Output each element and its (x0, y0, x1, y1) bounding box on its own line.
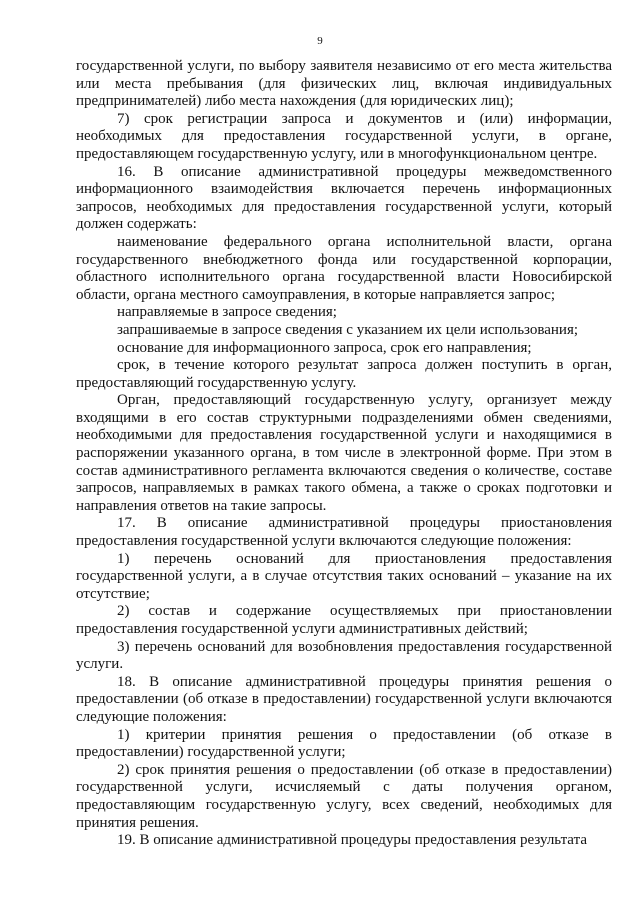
page-number: 9 (317, 35, 323, 47)
paragraph-section-17: 17. В описание административной процедуры приостановления предоставления государственной услуги включаются следующие положения: (76, 515, 612, 550)
paragraph-item-2: 2) состав и содержание осуществляемых при приостановлении предоставления государственной услуги административных действий; (76, 603, 612, 637)
paragraph-section-19: 19. В описание административной процедуры предоставления результата (117, 832, 587, 849)
paragraph-item-1: 1) критерии принятия решения о предоставлении (об отказе в предоставлении) государственной услуги; (76, 726, 612, 761)
paragraph-section-16: 16. В описание административной процедуры межведомственного информационного взаимодействия включается перечень информационных запросов, необходимых для предоставления государственной услуги, который должен содержать: (76, 163, 612, 233)
paragraph-list-item: основание для информационного запроса, срок его направления; (117, 339, 532, 356)
paragraph-item-7: 7) срок регистрации запроса и документов и (или) информации, необходимых для предоставления государственной услуги, в органе, предоставляющем государственную услугу, или в многофункциональном центре. (76, 110, 612, 162)
paragraph-item-1: 1) перечень оснований для приостановления предоставления государственной услуги, а в случае отсутствия таких оснований – указание на их отсутствие; (76, 550, 612, 602)
paragraph-item-2: 2) срок принятия решения о предоставлении (об отказе в предоставлении) государственной услуги, исчисляемый с даты получения органом, предоставляющим государственную услугу, всех сведений, необходимых для принятия решения. (76, 761, 612, 831)
paragraph-exchange: Орган, предоставляющий государственную услугу, организует между входящими в его состав структурными подразделениями обмен сведениями, необходимыми для предоставления государственной услуги и находящимися в распоряжении указанного органа, в том числе в электронной форме. При этом в состав административного регламента включаются сведения о количестве, составе запросов, направляемых в рамках такого обмена, а также о сроках подготовки и направления ответов на такие запросы. (76, 392, 612, 514)
paragraph-list-item: срок, в течение которого результат запроса должен поступить в орган, предоставляющий государственную услугу. (76, 357, 612, 391)
paragraph-list-item: направляемые в запросе сведения; (117, 304, 337, 321)
document-body (76, 58, 612, 850)
paragraph-item-3: 3) перечень оснований для возобновления предоставления государственной услуги. (76, 638, 612, 673)
paragraph-continuation: государственной услуги, по выбору заявителя независимо от его места жительства или места пребывания (для физических лиц, включая индивидуальных предпринимателей) либо места нахождения (для юридических лиц); (76, 58, 612, 110)
paragraph-list-item: наименование федерального органа исполнительной власти, органа государственного внебюджетного фонда или государственной корпорации, областного исполнительного органа государственной власти Новосибирской области, органа местного самоуправления, в которые направляется запрос; (76, 233, 612, 303)
paragraph-section-18: 18. В описание административной процедуры принятия решения о предоставлении (об отказе в предоставлении) государственной услуги включаются следующие положения: (76, 673, 612, 725)
paragraph-list-item: запрашиваемые в запросе сведения с указанием их цели использования; (117, 321, 579, 338)
